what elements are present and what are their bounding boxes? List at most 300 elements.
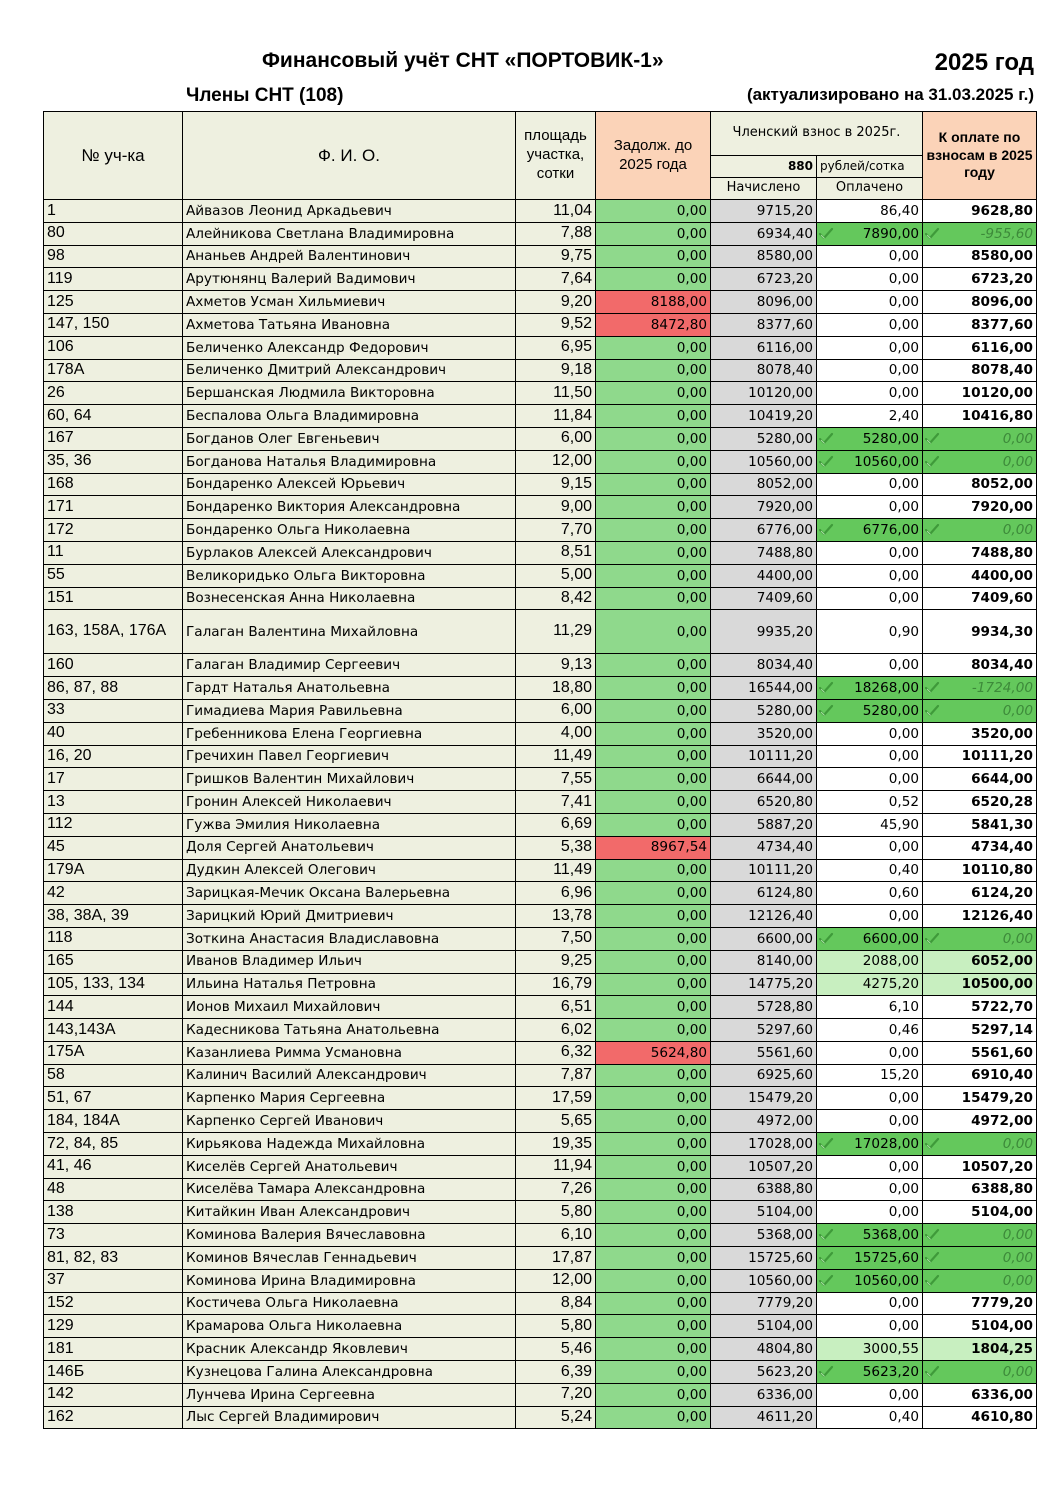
member-name-value: Бондаренко Ольга Николаевна	[186, 521, 411, 538]
plot-number	[44, 1224, 183, 1247]
member-name	[183, 1064, 516, 1087]
fee-paid-value: 7890,00	[862, 225, 919, 242]
amount-due	[923, 587, 1037, 610]
member-name	[183, 791, 516, 814]
plot-area-value: 7,64	[560, 269, 592, 287]
prior-debt	[596, 405, 711, 428]
prior-debt-value: 0,00	[676, 748, 707, 765]
plot-area-value: 17,59	[551, 1088, 592, 1106]
fee-paid	[817, 1155, 923, 1178]
plot-area	[516, 1224, 596, 1247]
prior-debt	[596, 496, 711, 519]
amount-due-value: 8377,60	[971, 316, 1033, 333]
prior-debt-value: 0,00	[676, 976, 707, 993]
plot-number	[44, 587, 183, 610]
table-row	[44, 427, 1037, 450]
prior-debt-value: 0,00	[676, 999, 707, 1016]
table-row	[44, 541, 1037, 564]
prior-debt	[596, 1269, 711, 1292]
fee-paid	[817, 973, 923, 996]
member-name-value: Гардт Наталья Анатольевна	[186, 679, 390, 696]
table-row	[44, 610, 1037, 654]
fee-paid-value: 0,00	[888, 839, 919, 856]
fee-charged-value: 7488,80	[756, 544, 813, 561]
plot-number-value: 178А	[47, 361, 85, 379]
amount-due-value: 6723,20	[971, 271, 1033, 288]
member-name-value: Карпенко Сергей Иванович	[186, 1113, 384, 1130]
fee-paid-value: 0,00	[888, 1318, 919, 1335]
fee-paid-value: 0,40	[888, 1409, 919, 1426]
amount-due-value: 0,00	[1002, 1227, 1033, 1244]
fee-charged-value: 14775,20	[748, 976, 813, 993]
fee-charged-value: 5104,00	[756, 1318, 813, 1335]
fee-charged	[711, 291, 817, 314]
prior-debt	[596, 722, 711, 745]
fee-charged	[711, 222, 817, 245]
amount-due	[923, 1338, 1037, 1361]
prior-debt	[596, 859, 711, 882]
plot-number	[44, 245, 183, 268]
fee-rate-unit: рублей/сотка	[817, 156, 923, 178]
prior-debt	[596, 768, 711, 791]
table-row	[44, 496, 1037, 519]
fee-paid	[817, 1087, 923, 1110]
fee-paid-value: 10560,00	[854, 1272, 919, 1289]
fee-paid	[817, 382, 923, 405]
fee-paid-value: 0,00	[888, 293, 919, 310]
fee-paid-value: 0,00	[888, 725, 919, 742]
prior-debt-value: 0,00	[676, 657, 707, 674]
fee-charged	[711, 336, 817, 359]
fee-charged	[711, 813, 817, 836]
fee-paid-value: 0,00	[888, 771, 919, 788]
amount-due-value: 0,00	[1002, 930, 1033, 947]
fee-charged-value: 8580,00	[756, 248, 813, 265]
member-name	[183, 722, 516, 745]
plot-area	[516, 610, 596, 654]
prior-debt-value: 0,00	[676, 453, 707, 470]
amount-due	[923, 1315, 1037, 1338]
fee-charged	[711, 996, 817, 1019]
member-name-value: Ильина Наталья Петровна	[186, 976, 376, 993]
fee-paid-value: 18268,00	[854, 679, 919, 696]
fee-charged	[711, 1292, 817, 1315]
member-name	[183, 905, 516, 928]
amount-due-value: 4972,00	[971, 1113, 1033, 1130]
prior-debt	[596, 927, 711, 950]
prior-debt	[596, 1087, 711, 1110]
plot-area-value: 5,38	[560, 838, 592, 856]
fee-charged	[711, 1133, 817, 1156]
plot-number-value: 119	[47, 269, 73, 287]
fee-charged-value: 6336,00	[756, 1386, 813, 1403]
prior-debt-value: 0,00	[676, 930, 707, 947]
prior-debt-value: 0,00	[676, 248, 707, 265]
amount-due-value: 10120,00	[961, 385, 1033, 402]
member-name	[183, 859, 516, 882]
plot-number-value: 168	[47, 475, 74, 493]
table-row	[44, 1201, 1037, 1224]
table-row	[44, 1224, 1037, 1247]
prior-debt-value: 0,00	[676, 590, 707, 607]
plot-area	[516, 336, 596, 359]
amount-due	[923, 768, 1037, 791]
amount-due-value: 10500,00	[961, 976, 1033, 993]
member-name	[183, 1338, 516, 1361]
amount-due	[923, 973, 1037, 996]
plot-area	[516, 245, 596, 268]
fee-paid-value: 0,00	[888, 907, 919, 924]
fee-paid	[817, 1201, 923, 1224]
fee-charged	[711, 699, 817, 722]
plot-area-value: 19,35	[551, 1134, 592, 1152]
prior-debt-value: 0,00	[676, 1341, 707, 1358]
plot-area-value: 6,51	[560, 997, 592, 1015]
member-name	[183, 1110, 516, 1133]
plot-area	[516, 1247, 596, 1270]
member-name-value: Алейникова Светлана Владимировна	[186, 225, 455, 242]
amount-due	[923, 268, 1037, 291]
table-row	[44, 564, 1037, 587]
plot-number-value: 163, 158А, 176А	[47, 622, 167, 640]
fee-paid-value: 0,00	[888, 1158, 919, 1175]
member-name	[183, 291, 516, 314]
fee-paid-value: 0,52	[888, 793, 919, 810]
plot-number	[44, 1383, 183, 1406]
fee-paid-value: 0,90	[888, 623, 919, 640]
col-header-to-pay: К оплате по взносам в 2025 году	[923, 112, 1037, 200]
amount-due	[923, 1155, 1037, 1178]
table-row	[44, 1383, 1037, 1406]
table-body	[44, 200, 1037, 1429]
fee-charged	[711, 1019, 817, 1042]
plot-area-value: 17,87	[551, 1248, 592, 1266]
plot-number	[44, 610, 183, 654]
fee-paid	[817, 950, 923, 973]
amount-due-value: 6124,20	[971, 885, 1033, 902]
table-row	[44, 450, 1037, 473]
prior-debt	[596, 1041, 711, 1064]
fee-rate-value: 880	[711, 156, 817, 178]
plot-number	[44, 768, 183, 791]
checkmark-icon	[924, 1364, 940, 1380]
plot-number-value: 112	[47, 815, 73, 833]
fee-paid	[817, 610, 923, 654]
prior-debt-value: 8188,00	[650, 293, 707, 310]
plot-area	[516, 768, 596, 791]
prior-debt	[596, 1361, 711, 1384]
plot-number	[44, 1155, 183, 1178]
fee-charged	[711, 722, 817, 745]
fee-charged-value: 5623,20	[756, 1363, 813, 1380]
member-name-value: Крамарова Ольга Николаевна	[186, 1318, 403, 1335]
amount-due-value: 4610,80	[971, 1409, 1033, 1426]
fee-charged-value: 5104,00	[756, 1204, 813, 1221]
plot-area-value: 7,70	[560, 520, 592, 538]
amount-due	[923, 791, 1037, 814]
member-name-value: Дудкин Алексей Олегович	[186, 862, 376, 879]
prior-debt-value: 0,00	[676, 816, 707, 833]
plot-number	[44, 473, 183, 496]
member-name-value: Иванов Владимер Ильич	[186, 953, 362, 970]
plot-number-value: 72, 84, 85	[47, 1134, 119, 1152]
member-name-value: Гришков Валентин Михайлович	[186, 771, 415, 788]
table-row	[44, 813, 1037, 836]
amount-due-value: 5104,00	[971, 1204, 1033, 1221]
amount-due-value: 7920,00	[971, 499, 1033, 516]
table-row	[44, 519, 1037, 542]
member-name	[183, 1315, 516, 1338]
plot-area	[516, 836, 596, 859]
member-name-value: Бондаренко Алексей Юрьевич	[186, 476, 406, 493]
plot-area-value: 5,00	[560, 566, 592, 584]
fee-paid-value: 6776,00	[862, 521, 919, 538]
prior-debt-value: 0,00	[676, 623, 707, 640]
fee-charged	[711, 313, 817, 336]
fee-charged	[711, 836, 817, 859]
amount-due-value: 5841,30	[971, 816, 1033, 833]
plot-number	[44, 836, 183, 859]
plot-area-value: 4,00	[560, 724, 592, 742]
plot-number-value: 125	[47, 292, 74, 310]
fee-paid	[817, 496, 923, 519]
member-name-value: Гречихин Павел Георгиевич	[186, 748, 389, 765]
plot-area-value: 11,04	[553, 201, 592, 219]
plot-number-value: 98	[47, 247, 65, 265]
member-name-value: Зарицкий Юрий Дмитриевич	[186, 907, 394, 924]
fee-paid	[817, 1064, 923, 1087]
plot-number-value: 81, 82, 83	[47, 1248, 119, 1266]
member-name	[183, 1201, 516, 1224]
fee-paid	[817, 313, 923, 336]
prior-debt	[596, 1383, 711, 1406]
member-name-value: Лунчева Ирина Сергеевна	[186, 1386, 375, 1403]
plot-area	[516, 950, 596, 973]
plot-number	[44, 1041, 183, 1064]
prior-debt-value: 0,00	[676, 1272, 707, 1289]
plot-area	[516, 519, 596, 542]
prior-debt-value: 0,00	[676, 430, 707, 447]
table-row	[44, 313, 1037, 336]
table-row	[44, 722, 1037, 745]
member-name	[183, 1224, 516, 1247]
fee-paid	[817, 722, 923, 745]
fee-paid	[817, 564, 923, 587]
fee-charged	[711, 768, 817, 791]
amount-due	[923, 519, 1037, 542]
fee-paid-value: 0,00	[888, 339, 919, 356]
fee-charged-value: 15479,20	[748, 1090, 813, 1107]
prior-debt	[596, 1155, 711, 1178]
plot-area-value: 6,96	[560, 883, 592, 901]
plot-area-value: 5,80	[560, 1316, 592, 1334]
plot-number-value: 51, 67	[47, 1088, 92, 1106]
prior-debt	[596, 1178, 711, 1201]
amount-due-value: 6052,00	[971, 953, 1033, 970]
amount-due-value: 15479,20	[961, 1090, 1033, 1107]
amount-due-value: 0,00	[1002, 430, 1033, 447]
amount-due-value: 4734,40	[971, 839, 1033, 856]
member-name	[183, 973, 516, 996]
amount-due-value: 10111,20	[961, 748, 1033, 765]
amount-due	[923, 654, 1037, 677]
plot-area-value: 12,00	[551, 1271, 592, 1289]
prior-debt-value: 0,00	[676, 476, 707, 493]
member-name-value: Зарицкая-Мечик Оксана Валерьевна	[186, 885, 451, 902]
fee-charged	[711, 1064, 817, 1087]
table-row	[44, 291, 1037, 314]
member-name-value: Богданова Наталья Владимировна	[186, 453, 437, 470]
plot-area-value: 9,75	[560, 247, 592, 265]
member-name-value: Казанлиева Римма Усмановна	[186, 1044, 402, 1061]
table-header	[44, 112, 1037, 200]
member-name	[183, 1292, 516, 1315]
table-row	[44, 1406, 1037, 1429]
amount-due	[923, 722, 1037, 745]
fee-paid	[817, 927, 923, 950]
fee-paid-value: 0,00	[888, 1113, 919, 1130]
prior-debt	[596, 427, 711, 450]
member-name	[183, 245, 516, 268]
prior-debt-value: 0,00	[676, 567, 707, 584]
plot-number	[44, 1269, 183, 1292]
member-name	[183, 1406, 516, 1429]
fee-charged	[711, 245, 817, 268]
fee-charged-value: 6124,80	[756, 885, 813, 902]
fee-charged-value: 15725,60	[748, 1249, 813, 1266]
plot-area-value: 5,65	[560, 1111, 592, 1129]
plot-number-value: 73	[47, 1225, 65, 1243]
fee-paid-value: 0,00	[888, 1386, 919, 1403]
table-row	[44, 1292, 1037, 1315]
amount-due	[923, 222, 1037, 245]
finance-table	[43, 111, 1037, 1429]
prior-debt-value: 0,00	[676, 1409, 707, 1426]
member-name-value: Красник Александр Яковлевич	[186, 1341, 408, 1358]
plot-area	[516, 222, 596, 245]
fee-paid	[817, 791, 923, 814]
fee-charged-value: 5280,00	[756, 702, 813, 719]
plot-number	[44, 813, 183, 836]
fee-charged	[711, 1338, 817, 1361]
checkmark-icon	[924, 1227, 940, 1243]
prior-debt	[596, 1292, 711, 1315]
plot-number-value: 129	[47, 1316, 74, 1334]
fee-charged-value: 4972,00	[756, 1113, 813, 1130]
plot-area	[516, 745, 596, 768]
fee-paid-value: 0,00	[888, 385, 919, 402]
col-header-debt: Задолж. до 2025 года	[596, 112, 711, 200]
plot-area	[516, 405, 596, 428]
table-row	[44, 882, 1037, 905]
member-name	[183, 1019, 516, 1042]
amount-due	[923, 564, 1037, 587]
plot-area	[516, 268, 596, 291]
checkmark-icon	[818, 703, 834, 719]
amount-due-value: 6116,00	[971, 339, 1033, 356]
amount-due	[923, 1178, 1037, 1201]
member-name-value: Бондаренко Виктория Александровна	[186, 499, 461, 516]
member-name	[183, 996, 516, 1019]
member-name-value: Киселёв Сергей Анатольевич	[186, 1158, 398, 1175]
member-name-value: Вознесенская Анна Николаевна	[186, 590, 416, 607]
fee-paid-value: 0,00	[888, 544, 919, 561]
amount-due	[923, 1064, 1037, 1087]
fee-paid-value: 4275,20	[862, 976, 919, 993]
fee-paid-value: 0,00	[888, 567, 919, 584]
fee-charged-value: 4734,40	[756, 839, 813, 856]
plot-number	[44, 541, 183, 564]
plot-number-value: 152	[47, 1294, 74, 1312]
amount-due-value: 0,00	[1002, 1363, 1033, 1380]
fee-charged-value: 12126,40	[748, 907, 813, 924]
plot-number	[44, 950, 183, 973]
plot-number-value: 175А	[47, 1043, 85, 1061]
fee-charged-value: 6644,00	[756, 771, 813, 788]
member-name	[183, 768, 516, 791]
table-row	[44, 268, 1037, 291]
member-name-value: Беспалова Ольга Владимировна	[186, 407, 420, 424]
fee-charged	[711, 541, 817, 564]
fee-charged-value: 10560,00	[748, 453, 813, 470]
plot-number	[44, 996, 183, 1019]
member-name-value: Бершанская Людмила Викторовна	[186, 385, 435, 402]
fee-paid	[817, 1247, 923, 1270]
fee-charged	[711, 450, 817, 473]
fee-paid	[817, 1041, 923, 1064]
plot-area	[516, 1406, 596, 1429]
member-name	[183, 519, 516, 542]
plot-area	[516, 722, 596, 745]
member-name	[183, 1087, 516, 1110]
plot-number	[44, 791, 183, 814]
fee-charged-value: 8052,00	[756, 476, 813, 493]
fee-charged	[711, 1315, 817, 1338]
amount-due	[923, 905, 1037, 928]
plot-area-value: 11,49	[553, 747, 592, 765]
prior-debt	[596, 245, 711, 268]
member-name	[183, 882, 516, 905]
member-name	[183, 336, 516, 359]
fee-paid	[817, 813, 923, 836]
fee-charged-value: 8034,40	[756, 657, 813, 674]
plot-number-value: 33	[47, 701, 65, 719]
member-name	[183, 813, 516, 836]
plot-area-value: 12,00	[551, 452, 592, 470]
amount-due-value: 8034,40	[971, 657, 1033, 674]
fee-charged-value: 5368,00	[756, 1227, 813, 1244]
member-name-value: Гужва Эмилия Николаевна	[186, 816, 381, 833]
fee-charged	[711, 905, 817, 928]
amount-due	[923, 813, 1037, 836]
plot-number-value: 146Б	[47, 1362, 85, 1380]
plot-area-value: 16,79	[551, 975, 592, 992]
member-name	[183, 610, 516, 654]
fee-charged	[711, 1224, 817, 1247]
amount-due	[923, 1041, 1037, 1064]
member-name	[183, 1383, 516, 1406]
fee-paid-value: 0,00	[888, 1295, 919, 1312]
plot-area-value: 6,10	[560, 1225, 592, 1243]
plot-number	[44, 1338, 183, 1361]
plot-number	[44, 1178, 183, 1201]
fee-paid-value: 2,40	[888, 407, 919, 424]
plot-number-value: 142	[47, 1385, 74, 1403]
plot-number	[44, 882, 183, 905]
fee-charged-value: 7409,60	[756, 590, 813, 607]
plot-number	[44, 1110, 183, 1133]
prior-debt-value: 0,00	[676, 1135, 707, 1152]
